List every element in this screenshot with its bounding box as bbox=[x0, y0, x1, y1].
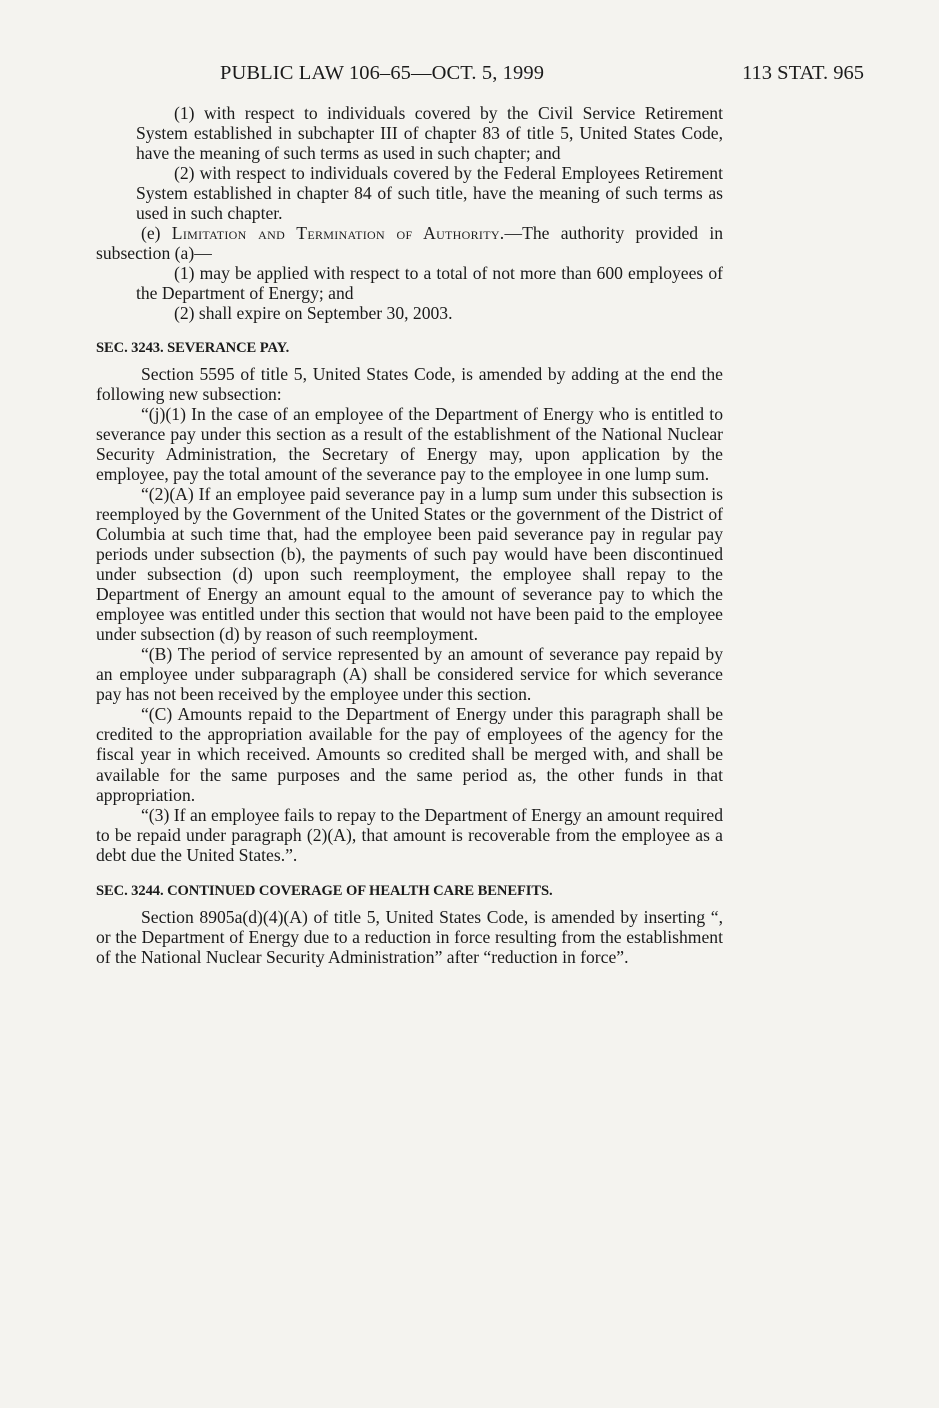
section-3243-2B: “(B) The period of service represented by an amount of severance pay repaid by an employee under subparagraph (A) shall be considered service for which severance pay has not been received by the employee under this section. bbox=[96, 644, 723, 705]
running-title: PUBLIC LAW 106–65—OCT. 5, 1999 bbox=[220, 62, 545, 84]
page-reference: 113 STAT. 965 bbox=[742, 62, 864, 84]
subsection-e-text: —The authority provided in subsection (a)— bbox=[96, 223, 723, 264]
subsection-d-item-2: (2) with respect to individuals covered by the Federal Employees Retirement System established in chapter 84 of such title, have the meaning of such terms as used in such chapter. bbox=[136, 163, 723, 224]
page-header bbox=[96, 62, 864, 88]
section-3243-2C: “(C) Amounts repaid to the Department of Energy under this paragraph shall be credited to the appropriation available for the pay of employees of the agency for the fiscal year in which received. Amounts so credited shall be merged with, and shall be available for the same purposes and the same period as, the other funds in that appropriation. bbox=[96, 704, 723, 805]
section-3243-3: “(3) If an employee fails to repay to the Department of Energy an amount required to be repaid under paragraph (2)(A), that amount is recoverable from the employee as a debt due the United States.”. bbox=[96, 804, 723, 865]
section-3243-intro: Section 5595 of title 5, United States Code, is amended by adding at the end the following new subsection: bbox=[96, 363, 723, 404]
section-3244-heading: SEC. 3244. CONTINUED COVERAGE OF HEALTH CARE BENEFITS. bbox=[96, 882, 553, 899]
subsection-e-item-2: (2) shall expire on September 30, 2003. bbox=[174, 303, 453, 324]
section-3243-2A: “(2)(A) If an employee paid severance pay in a lump sum under this subsection is reemployed by the Government of the United States or the government of the District of Columbia at such time that, had the employee been paid severance pay in regular pay periods under subsection (b), the payments of such pay would have been discontinued under subsection (d) upon such reemployment, the employee shall repay to the Department of Energy an amount equal to the amount of severance pay to which the employee was entitled under this section that would not have been paid to the employee under subsection (d) by reason of such reemployment. bbox=[96, 483, 723, 645]
document-body bbox=[96, 103, 723, 967]
section-3244-text: Section 8905a(d)(4)(A) of title 5, United States Code, is amended by inserting “, or the Department of Energy due to a reduction in force resulting from the establishment of the National Nuclear Security Administration” after “reduction in force”. bbox=[96, 906, 723, 967]
section-3243-j1: “(j)(1) In the case of an employee of the Department of Energy who is entitled to severance pay under this section as a result of the establishment of the National Nuclear Security Administration, the Secretary of Energy may, upon application by the employee, pay the total amount of the severance pay to the employee in one lump sum. bbox=[96, 403, 723, 484]
section-3243-heading: SEC. 3243. SEVERANCE PAY. bbox=[96, 339, 290, 356]
subsection-d-item-1: (1) with respect to individuals covered by the Civil Service Retirement System established in subchapter III of chapter 83 of title 5, United States Code, have the meaning of such terms as used in such chapter; and bbox=[136, 103, 723, 164]
subsection-e-heading: Limitation and Termination of Authority. bbox=[171, 223, 505, 244]
subsection-e-item-1: (1) may be applied with respect to a total of not more than 600 employees of the Department of Energy; and bbox=[136, 263, 723, 304]
subsection-e-label: (e) bbox=[141, 223, 161, 244]
subsection-e bbox=[96, 223, 723, 263]
